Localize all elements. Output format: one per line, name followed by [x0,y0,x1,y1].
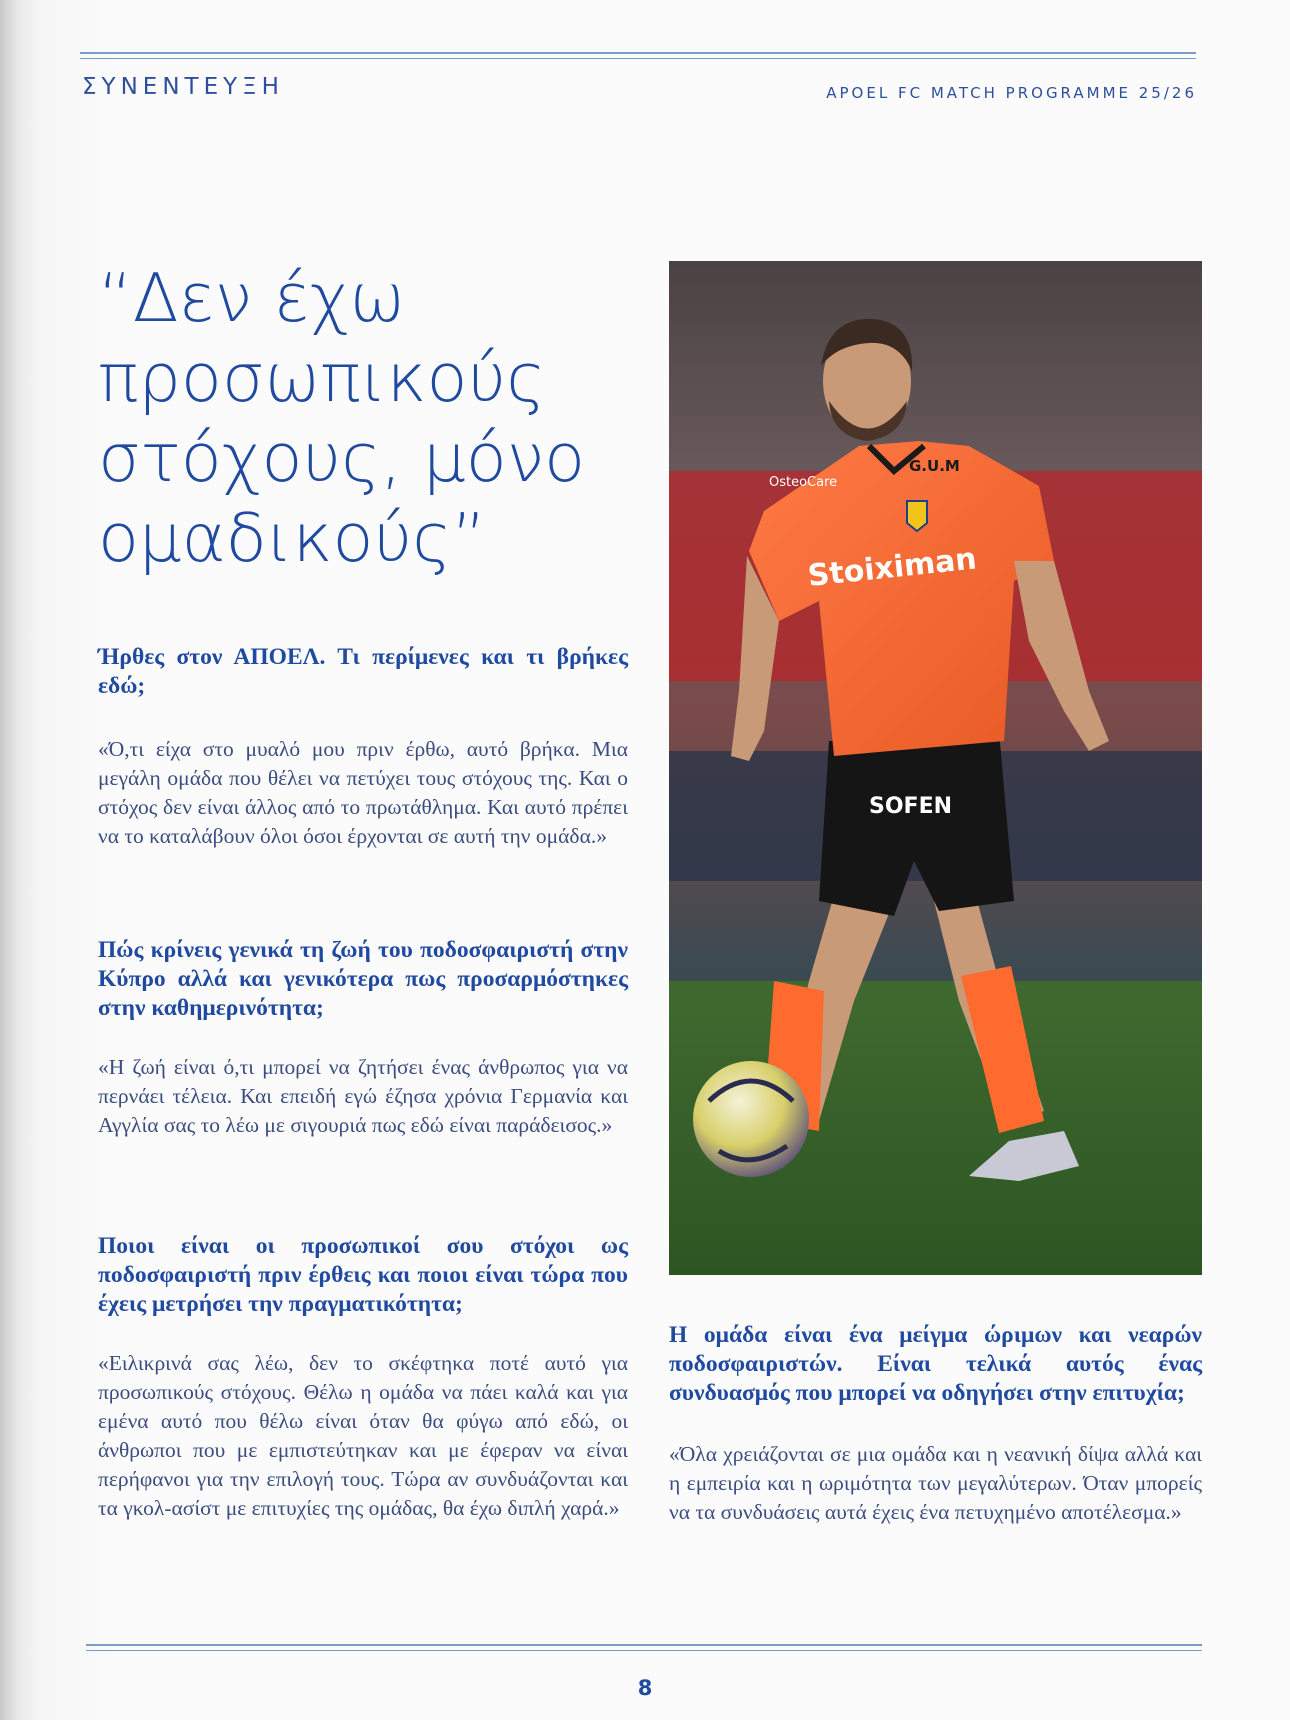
bottom-rule-inner [86,1650,1202,1651]
answer-3: «Ειλικρινά σας λέω, δεν το σκέφτηκα ποτέ αυτό για προσωπικούς στόχους. Θέλω η ομάδα να πάει καλά και για εμένα αυτό που θέλω είναι όταν θα φύγω από εδώ, οι άνθρωποι που με εμπιστεύτηκαν και με έφεραν να είναι περήφανοι για την επιλογή τους. Τώρα αν συνδυάζονται και τα γκολ-ασίστ με επιτυχίες της ομάδας, θα έχω διπλή χαρά.» [98,1351,628,1520]
club-crest-icon [907,501,927,531]
qa-block-3 [98,1232,628,1523]
section-title: ΣΥΝΕΝΤΕΥΞΗ [82,74,284,100]
page-number: 8 [637,1676,653,1700]
chest-brand: OsteoCare [769,475,838,490]
shoulder-brand: G.U.M [909,457,960,475]
player-illustration [669,261,1202,1275]
headline-quote: “Δεν έχω προσωπικούς στόχους, μόνο ομαδικούς” [98,259,586,577]
question-2: Πώς κρίνεις γενικά τη ζωή του ποδοσφαιριστή στην Κύπρο αλλά και γενικότερα πως προσαρμόστηκες στην καθημερινότητα; [98,937,628,1021]
top-rule-inner [80,58,1196,59]
shorts-brand: SOFEN [869,794,953,819]
question-1: Ήρθες στον ΑΠΟΕΛ. Τι περίμενες και τι βρήκες εδώ; [98,644,628,699]
bottom-rule [86,1644,1202,1646]
shirt-sponsor: Stoiximan [806,541,979,594]
qa-block-1 [98,643,628,851]
qa-block-4 [669,1321,1202,1527]
top-rule [80,52,1196,54]
question-4: Η ομάδα είναι ένα μείγμα ώριμων και νεαρών ποδοσφαιριστών. Είναι τελικά αυτός ένας συνδυασμός που μπορεί να οδηγήσει στην επιτυχία; [669,1322,1202,1406]
answer-4: «Όλα χρειάζονται σε μια ομάδα και η νεανική δίψα αλλά και η εμπειρία και η ωριμότητα των μεγαλύτερων. Όταν μπορείς να τα συνδυάσεις αυτά έχεις ένα πετυχημένο αποτέλεσμα.» [669,1442,1202,1524]
player-photo [669,261,1202,1275]
answer-1: «Ό,τι είχα στο μυαλό μου πριν έρθω, αυτό βρήκα. Μια μεγάλη ομάδα που θέλει να πετύχει τους στόχους της. Και ο στόχος δεν είναι άλλος από το πρωτάθλημα. Και αυτό πρέπει να το καταλάβουν όλοι όσοι έρχονται σε αυτή την ομάδα.» [98,737,628,848]
programme-title: APOEL FC MATCH PROGRAMME 25/26 [826,84,1197,102]
answer-2: «Η ζωή είναι ό,τι μπορεί να ζητήσει ένας άνθρωπος για να περνάει τέλεια. Και επειδή εγώ έζησα χρόνια Γερμανία και Αγγλία σας το λέω με σιγουριά πως εδώ είναι παράδεισος.» [98,1055,628,1137]
qa-block-2 [98,936,628,1140]
question-3: Ποιοι είναι οι προσωπικοί σου στόχοι ως ποδοσφαιριστή πριν έρθεις και ποιοι είναι τώρα που έχεις μετρήσει την πραγματικότητα; [98,1233,628,1317]
